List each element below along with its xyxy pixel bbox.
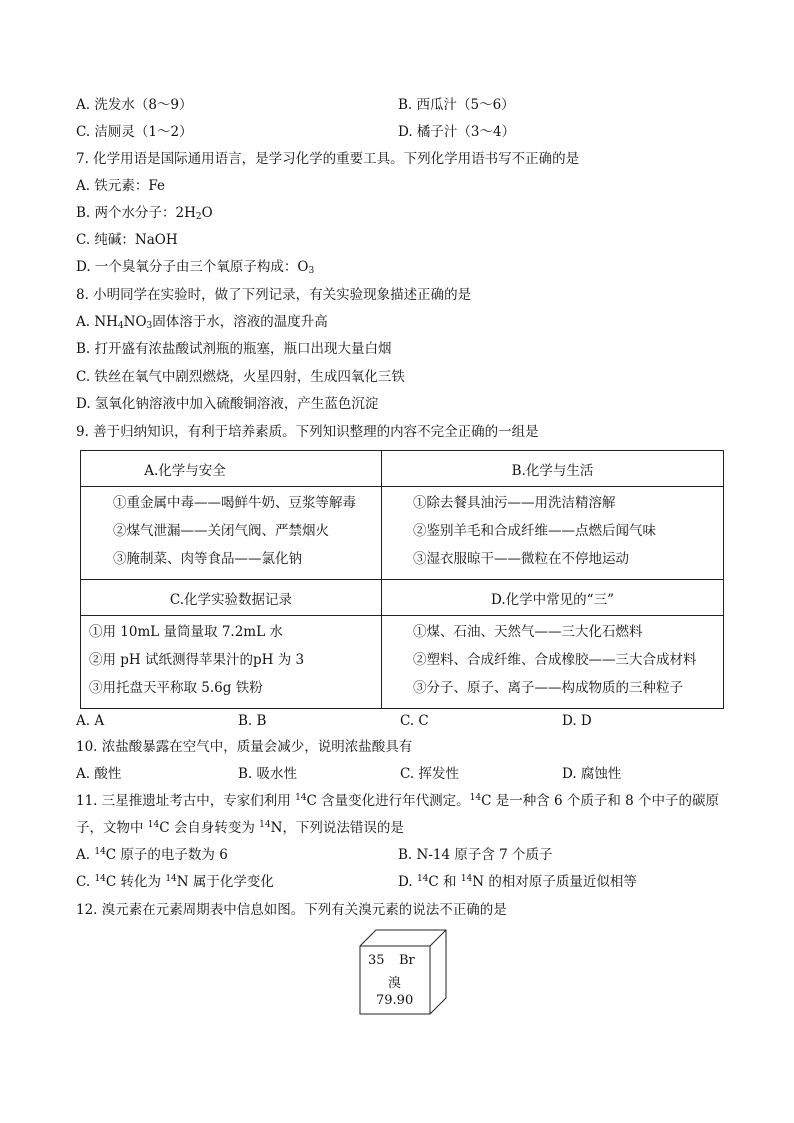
- q8-option-c: C. 铁丝在氧气中剧烈燃烧，火星四射，生成四氧化三铁: [76, 369, 405, 385]
- q8-stem: 8. 小明同学在实验时，做了下列记录，有关实验现象描述正确的是: [76, 287, 472, 303]
- q9-knowledge-table: [80, 450, 724, 709]
- q7-stem: 7. 化学用语是国际通用语言，是学习化学的重要工具。下列化学用语书写不正确的是: [76, 151, 580, 167]
- q10-option-a: A. 酸性: [76, 766, 122, 782]
- element-name: 溴: [388, 976, 402, 991]
- q9-option-b: B. B: [238, 713, 267, 729]
- q6-option-b: B. 西瓜汁（5～6）: [398, 97, 515, 113]
- table-cell-a: ①重金属中毒——喝鲜牛奶、豆浆等解毒 ②煤气泄漏——关闭气阀、严禁烟火 ③腌制菜、肉等食品——氯化钠: [81, 487, 382, 580]
- q7-option-a: A. 铁元素：Fe: [76, 178, 165, 194]
- q8-option-d: D. 氢氧化钠溶液中加入硫酸铜溶液，产生蓝色沉淀: [76, 396, 379, 412]
- table-cell-d: ①煤、石油、天然气——三大化石燃料 ②塑料、合成纤维、合成橡胶——三大合成材料 ③分子、原子、离子——构成物质的三种粒子: [382, 616, 724, 709]
- q7-option-d: D. 一个臭氧分子由三个氧原子构成：$O_3$: [76, 259, 315, 276]
- element-atomic-mass: 79.90: [376, 993, 414, 1008]
- q11-option-c: C. $^{14}$C 转化为 $^{14}$N 属于化学变化: [76, 874, 274, 890]
- table-head-c: C.化学实验数据记录: [81, 580, 382, 616]
- element-symbol: Br: [399, 953, 415, 968]
- table-cell-b: ①除去餐具油污——用洗洁精溶解 ②鉴别羊毛和合成纤维——点燃后闻气味 ③湿衣服晾干——微粒在不停地运动: [382, 487, 724, 580]
- q11-option-d: D. $^{14}$C 和 $^{14}$N 的相对原子质量近似相等: [398, 874, 637, 890]
- q6-option-d: D. 橘子汁（3～4）: [398, 124, 516, 140]
- q9-option-a: A. A: [76, 713, 105, 729]
- q10-option-b: B. 吸水性: [238, 766, 298, 782]
- q10-stem: 10. 浓盐酸暴露在空气中，质量会减少，说明浓盐酸具有: [76, 739, 413, 755]
- q8-option-a: A. $NH_4NO_3$固体溶于水，溶液的温度升高: [76, 314, 328, 331]
- q9-option-c: C. C: [400, 713, 429, 729]
- q6-option-a: A. 洗发水（8～9）: [76, 97, 193, 113]
- bromine-element-cell: [358, 928, 446, 1016]
- q12-stem: 12. 溴元素在元素周期表中信息如图。下列有关溴元素的说法不正确的是: [76, 902, 507, 918]
- q7-option-b: B. 两个水分子：$2H_2O$: [76, 205, 213, 222]
- q11-option-b: B. N-14 原子含 7 个质子: [398, 847, 553, 863]
- table-cell-c: ①用 10mL 量筒量取 7.2mL 水 ②用 pH 试纸测得苹果汁的pH 为 3 ③用托盘天平称取 5.6g 铁粉: [81, 616, 382, 709]
- q9-option-d: D. D: [562, 713, 592, 729]
- q10-option-c: C. 挥发性: [400, 766, 459, 782]
- table-head-a: A.化学与安全: [81, 451, 382, 487]
- table-head-b: B.化学与生活: [382, 451, 724, 487]
- element-atomic-number: 35: [368, 953, 385, 968]
- q8-option-b: B. 打开盛有浓盐酸试剂瓶的瓶塞，瓶口出现大量白烟: [76, 341, 392, 357]
- q7-option-c: C. 纯碱：NaOH: [76, 232, 178, 248]
- q9-stem: 9. 善于归纳知识，有利于培养素质。下列知识整理的内容不完全正确的一组是: [76, 424, 539, 440]
- q11-stem-line1: 11. 三星推遗址考古中，专家们利用 $^{14}$C 含量变化进行年代测定。$^{14}$C 是一种含 6 个质子和 8 个中子的碳原: [76, 793, 720, 809]
- q6-option-c: C. 洁厕灵（1～2）: [76, 124, 193, 140]
- table-head-d: D.化学中常见的“三”: [382, 580, 724, 616]
- q11-stem-line2: 子，文物中 $^{14}$C 会自身转变为 $^{14}$N，下列说法错误的是: [76, 820, 404, 836]
- q10-option-d: D. 腐蚀性: [562, 766, 622, 782]
- q11-option-a: A. $^{14}$C 原子的电子数为 6: [76, 847, 228, 863]
